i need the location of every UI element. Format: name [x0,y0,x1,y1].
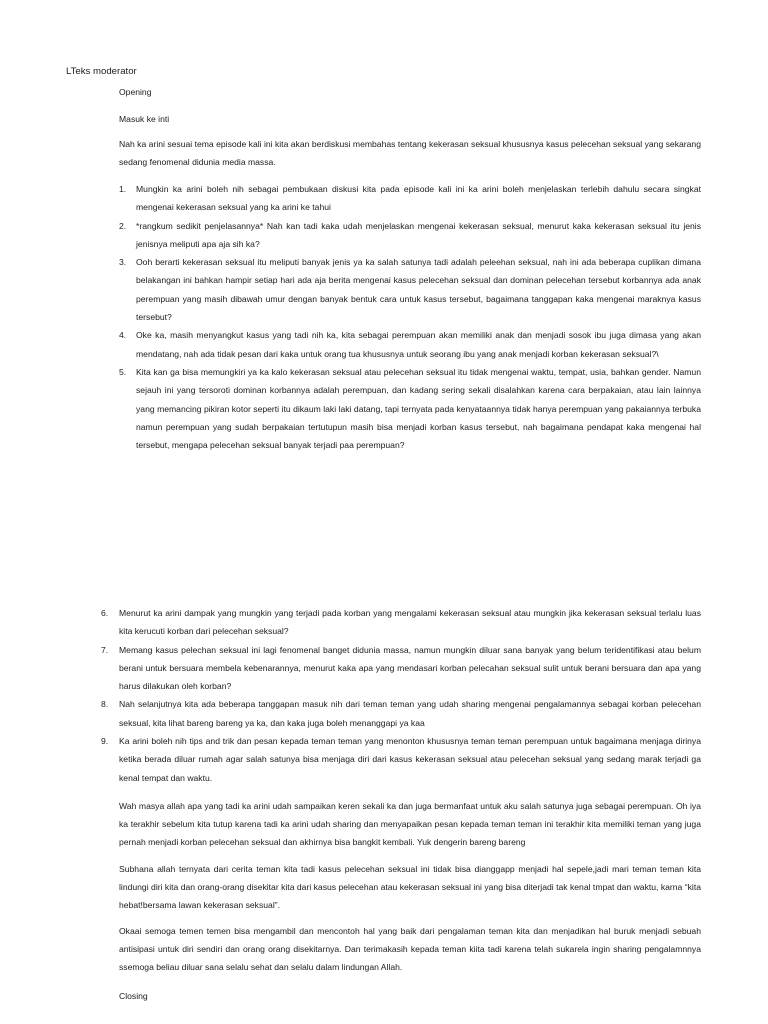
list-item-text: Menurut ka arini dampak yang mungkin yang terjadi pada korban yang mengalami kekerasan seksual atau mungkin jika kekerasan seksual terlalu luas kita kerucuti korban dari pelecehan seksual? [119,608,701,637]
list-item [119,363,701,454]
list-item-text: Oke ka, masih menyangkut kasus yang tadi nih ka, kita sebagai perempuan akan memiliki anak dan menjadi sosok ibu juga dimasa yang akan mendatang, nah ada tidak pesan dari kaka untuk orang tua khususnya untuk seorang ibu yang anak menjadi korban kekerasan seksual?\ [136,330,701,359]
question-list-part-1 [119,180,701,454]
list-item-number: 9. [101,736,109,747]
list-item [101,732,701,787]
list-item [101,641,701,696]
list-item-number: 4. [119,330,127,341]
list-item [119,180,701,217]
list-item-text: *rangkum sedikit penjelasannya* Nah kan tadi kaka udah menjelaskan mengenai kekerasan seksual, menurut kaka kekerasan seksual itu jenis jenisnya meliputi apa aja sih ka? [136,220,701,249]
list-item [101,695,701,732]
question-list-part-2 [101,604,701,787]
closing-paragraph-3: Okaai semoga temen temen bisa mengambil dan mencontoh hal yang baik dari pengalaman teman kita dan menjadikan hal buruk menjadi sebuah antisipasi untuk diri sendiri dan orang orang disekitarnya. Dan terimakasih kepada teman kiita tadi karena telah sukarela ingin sharing pengalamnnya ssemoga beliau diluar sana selalu sehat dan selalu dalam lindungan Allah. [119,926,701,972]
closing-heading: Closing [119,991,148,1001]
list-item-text: Ooh berarti kekerasan seksual itu meliputi banyak jenis ya ka salah satunya tadi adalah peleehan seksual, nah ini ada beberapa cuplikan dimana belakangan ini bahkan hampir setiap hari ada aja berita mengenai kasus pelecehan seksual dan dominan pelecehan tersebut korbannya ada anak perempuan yang masih dibawah umur dengan banyak bentuk cara untuk kasus tersebut, bagaimana tanggapan kaka mengenai maraknya kasus tersebut? [136,257,701,323]
list-item-number: 5. [119,366,127,377]
list-item-number: 2. [119,220,127,231]
list-item-number: 3. [119,257,127,268]
list-item-text: Kita kan ga bisa memungkiri ya ka kalo kekerasan seksual atau pelecehan seksual itu tidak mengenai waktu, tempat, usia, bahkan gender. Namun sejauh ini yang tersoroti dominan korbannya adalah perempuan, dan kadang sering sekali disalahkan karena cara berpakaian, atau lain lainnya yang memancing pikiran kotor seperti itu dikaum laki laki datang, tapi ternyata pada kenyataannya tidak hanya perempuan yang pakaiannya terbuka namun perempuan yang sudah berpakaian tertutupun masih bisa menjadi korban kasus tersebut, nah bagaimana pendapat kaka mengenai hal tersebut, mengapa pelecehan seksual banyak terjadi paa perempuan? [136,366,701,451]
list-item-number: 6. [101,608,109,618]
list-item-number: 7. [101,644,109,655]
intro-heading: Masuk ke inti [119,114,170,124]
list-item-text: Mungkin ka arini boleh nih sebagai pembukaan diskusi kita pada episode kali ini ka arini boleh menjelaskan terlebih dahulu secara singkat mengenai kekerasan seksual yang ka arini ke tahui [136,184,701,213]
list-item-text: Ka arini boleh nih tips and trik dan pesan kepada teman teman yang menonton khususnya teman teman perempuan untuk bagaimana menjaga dirinya ketika berada diluar rumah agar salah satunya bisa menjaga diri dari kasus kekerasan seksual atau pelecehan seksual yang sedang marak terjadi ga kenal tempat dan waktu. [119,736,701,783]
list-item-text: Nah selanjutnya kita ada beberapa tanggapan masuk nih dari teman teman yang udah sharing mengenai pengalamannya sebagai korban pelecehan seksual, kita lihat bareng bareng ya ka, dan kaka juga boleh menanggapi ya kaa [119,699,701,728]
opening-heading: Opening [119,87,152,97]
list-item-number: 1. [119,184,127,194]
list-item-text: Memang kasus pelechan seksual ini lagi fenomenal banget didunia massa, namun mungkin diluar sana banyak yang belum teridentifikasi atau belum berani untuk bersuara membela kebenarannya, menurut kaka apa yang mendasari korban pelecahan seksual sulit untuk berani bersuara dan apa yang harus dilakukan oleh korban? [119,644,701,692]
list-item [101,604,701,641]
closing-paragraph-2: Subhana allah ternyata dari cerita teman kita tadi kasus pelecehan seksual ini tidak bisa dianggapp menjadi hal sepele,jadi mari teman teman kita lindungi diri kita dan orang-orang disekitar kita dari kasus pelecehan atau kekerasan seksual ini yang bisa diterjadi tak kenal tmpat dan waktu, karna “kita hebat!bersama lawan kekerasan seksual”. [119,864,701,910]
intro-paragraph: Nah ka arini sesuai tema episode kali ini kita akan berdiskusi membahas tentang kekerasan seksual khususnya kasus pelecehan seksual yang sekarang sedang fenomenal didunia media massa. [119,139,701,167]
document-title: LTeks moderator [66,66,137,77]
list-item [119,217,701,254]
closing-paragraph-1: Wah masya allah apa yang tadi ka arini udah sampaikan keren sekali ka dan juga bermanfaat untuk aku salah satunya juga sebagai perempuan. Oh iya ka terakhir sebelum kita tutup karena tadi ka arini udah sharing dan menyapaikan pesan kepada teman teman ini terakhir kita memiliki teman yang juga pernah menjadi korban pelecehan seksual dan akhirnya bisa bangkit kembali. Yuk dengerin bareng bareng [119,801,701,847]
list-item [119,326,701,363]
list-item [119,253,701,326]
list-item-number: 8. [101,699,109,710]
